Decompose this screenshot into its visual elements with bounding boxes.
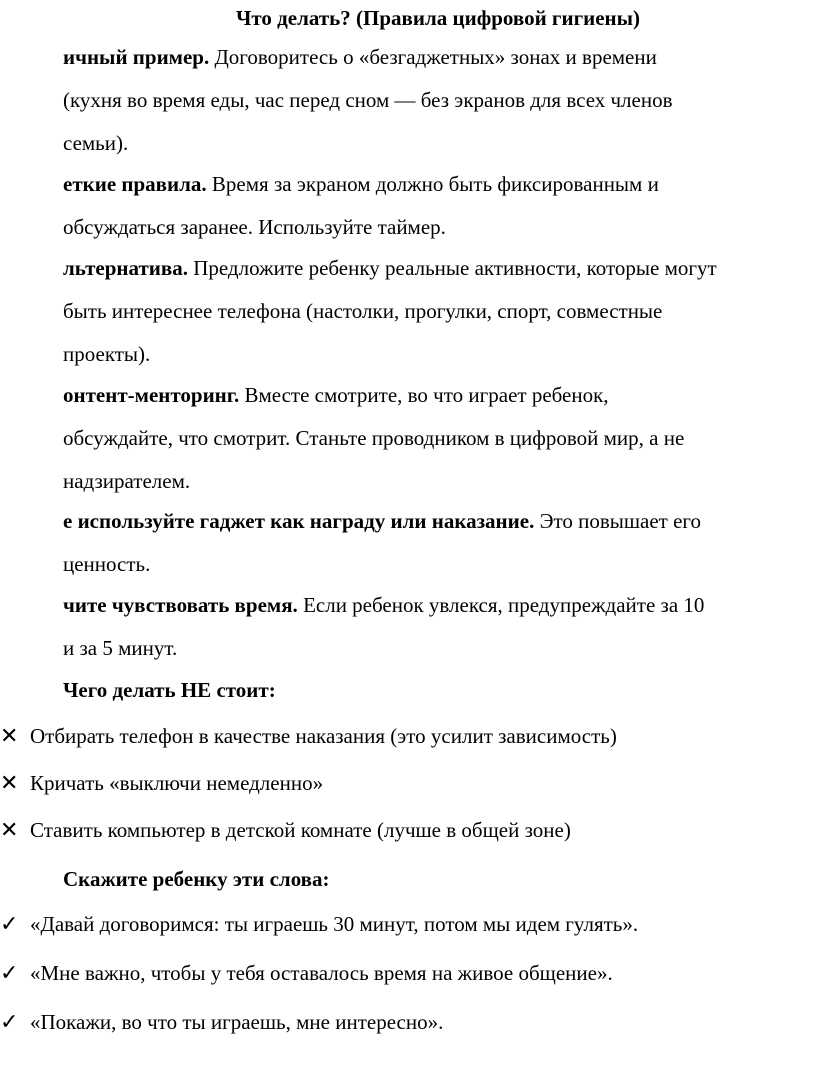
rule-label: льтернатива. xyxy=(63,256,188,280)
rule-text: Если ребенок увлекся, предупреждайте за 10 xyxy=(297,593,705,617)
rule-alternative xyxy=(63,247,816,376)
rule-line: ценность. xyxy=(63,552,151,576)
rule-clear-rules xyxy=(63,163,816,249)
check-mark-icon: ✓ xyxy=(0,1010,19,1035)
rule-text: Время за экраном должно быть фиксированным и xyxy=(206,172,659,196)
rule-line xyxy=(63,247,816,290)
rule-text: Предложите ребенку реальные активности, которые могут xyxy=(187,256,717,280)
say-item xyxy=(0,959,613,988)
rule-line: семьи). xyxy=(63,131,129,155)
rule-line xyxy=(63,584,816,627)
dont-item-text: Отбирать телефон в качестве наказания (это усилит зависимость) xyxy=(30,724,617,748)
rule-time-sense xyxy=(63,584,816,670)
dont-item xyxy=(0,769,323,798)
rule-line: (кухня во время еды, час перед сном — без экранов для всех членов xyxy=(63,88,673,112)
say-item xyxy=(0,1008,443,1037)
rule-text: Вместе смотрите, во что играет ребенок, xyxy=(239,383,609,407)
rule-line xyxy=(63,500,816,543)
rule-content-mentoring xyxy=(63,374,816,503)
cross-mark-icon: ✕ xyxy=(0,818,19,843)
say-item-text: «Мне важно, чтобы у тебя оставалось время на живое общение». xyxy=(30,961,613,985)
say-item-text: «Покажи, во что ты играешь, мне интересно». xyxy=(30,1010,444,1034)
dont-item xyxy=(0,816,571,845)
rule-label: е используйте гаджет как награду или наказание. xyxy=(63,509,535,533)
rule-line: проекты). xyxy=(63,342,151,366)
cross-mark-icon: ✕ xyxy=(0,771,19,796)
rule-personal-example xyxy=(63,36,816,165)
say-item-text: «Давай договоримся: ты играешь 30 минут, потом мы идем гулять». xyxy=(30,912,639,936)
say-item xyxy=(0,910,638,939)
check-mark-icon: ✓ xyxy=(0,961,19,986)
rule-line xyxy=(63,374,816,417)
rule-text: Договоритесь о «безгаджетных» зонах и времени xyxy=(209,45,657,69)
rule-label: еткие правила. xyxy=(63,172,207,196)
rule-line xyxy=(63,36,816,79)
rule-line: и за 5 минут. xyxy=(63,636,178,660)
cross-mark-icon: ✕ xyxy=(0,724,19,749)
rule-line: надзирателем. xyxy=(63,469,191,493)
rule-label: онтент-менторинг. xyxy=(63,383,240,407)
rule-label: чите чувствовать время. xyxy=(63,593,298,617)
rule-line: быть интереснее телефона (настолки, прогулки, спорт, совместные xyxy=(63,299,663,323)
dont-item-text: Кричать «выключи немедленно» xyxy=(30,771,324,795)
rule-no-reward-punishment xyxy=(63,500,816,586)
dont-item xyxy=(0,722,617,751)
rule-label: ичный пример. xyxy=(63,45,210,69)
rule-line: обсуждайте, что смотрит. Станьте проводником в цифровой мир, а не xyxy=(63,426,685,450)
say-heading: Скажите ребенку эти слова: xyxy=(63,867,330,891)
dont-heading: Чего делать НЕ стоит: xyxy=(63,678,276,702)
rule-line: обсуждаться заранее. Используйте таймер. xyxy=(63,215,446,239)
dont-item-text: Ставить компьютер в детской комнате (лучше в общей зоне) xyxy=(30,818,571,842)
check-mark-icon: ✓ xyxy=(0,912,19,937)
rule-text: Это повышает его xyxy=(534,509,702,533)
page-title: Что делать? (Правила цифровой гигиены) xyxy=(235,6,641,30)
rule-line xyxy=(63,163,816,206)
